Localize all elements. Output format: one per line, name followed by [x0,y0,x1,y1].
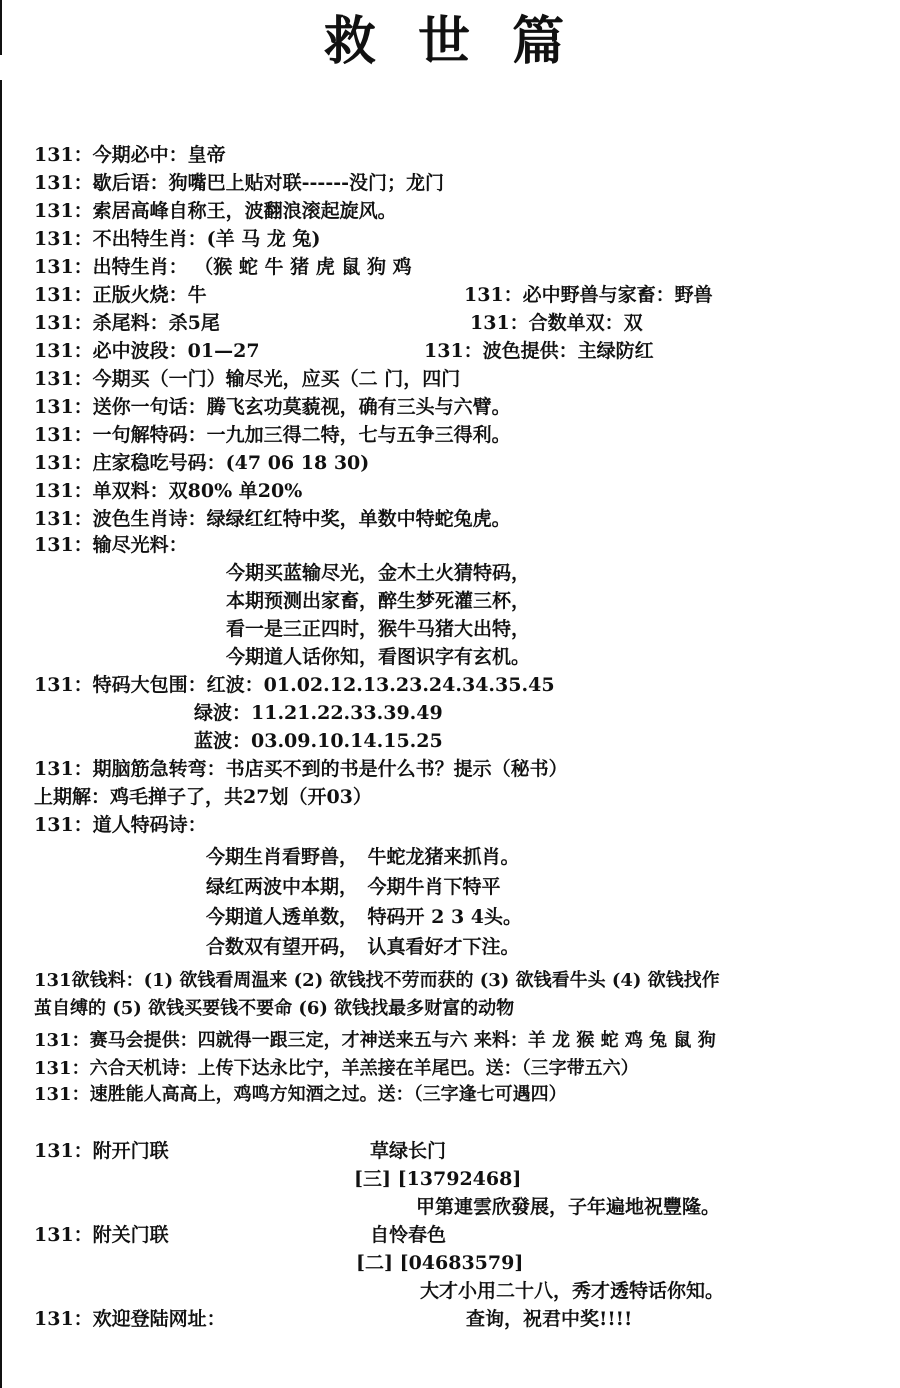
poem-line: 今期买蓝输尽光，金木土火猜特码， [226,562,531,584]
line-want-money: 131欲钱料：(1) 欲钱看周温来 (2) 欲钱找不劳而获的 (3) 欲钱看牛头 (4) 欲钱找作 [34,970,720,991]
line-verse: 131：索居高峰自称王，波翻浪滚起旋风。 [34,200,397,222]
line-wave-colour: 131：波色提供：主绿防红 [424,340,654,362]
line-open-couplet-text: 甲第連雲欣發展，子年遍地祝豐隆。 [416,1196,721,1218]
poem-line: 绿红两波中本期， 今期牛肖下特平 [206,876,501,898]
line-brain-teaser: 131：期脑筋急转弯：书店买不到的书是什么书？提示（秘书） [34,758,568,780]
line-kill-tail: 131：杀尾料：杀5尾 [34,312,220,334]
line-close-couplet-title: 自怜春色 [370,1224,447,1246]
line-query-good-luck: 查询，祝君中奖!!!! [466,1308,633,1330]
line-quick-win: 131：速胜能人高高上，鸡鸣方知酒之过。送：（三字逢七可遇四） [34,1084,567,1105]
poem-line: 合数双有望开码， 认真看好才下注。 [206,936,520,958]
line-beast-or-livestock: 131：必中野兽与家畜：野兽 [464,284,713,306]
line-one-sentence-code: 131：一句解特码：一九加三得二特，七与五争三得利。 [34,424,511,446]
line-odd-even: 131：单双料：双80% 单20% [34,480,303,502]
line-gift-sentence: 131：送你一句话：腾飞玄功莫藐视，确有三头与六臂。 [34,396,511,418]
line-excluded-zodiac: 131：不出特生肖：(羊 马 龙 兔) [34,228,321,250]
line-jockey-club: 131：赛马会提供：四就得一跟三定，才神送来五与六 来料：羊 龙 猴 蛇 鸡 兔 鼠 狗 [34,1030,716,1051]
line-open-couplet-title: 草绿长门 [370,1140,447,1162]
line-red-wave: 131：特码大包围：红波：01.02.12.13.23.24.34.35.45 [34,674,555,696]
line-open-couplet-label: 131：附开门联 [34,1140,169,1162]
line-open-couplet-numbers: [三] [13792468] [354,1168,522,1190]
line-taoist-poem-heading: 131：道人特码诗： [34,814,207,836]
line-close-couplet-numbers: [二] [04683579] [356,1252,524,1274]
line-wave-range: 131：必中波段：01—27 [34,340,260,362]
page-title: 救 世 篇 [323,11,577,72]
line-close-couplet-text: 大才小用二十八，秀才透特话你知。 [420,1280,725,1302]
line-close-couplet-label: 131：附关门联 [34,1224,169,1246]
line-wave-zodiac-poem: 131：波色生肖诗：绿绿红红特中奖，单数中特蛇兔虎。 [34,508,511,530]
poem-line: 本期预测出家畜，醉生梦死灌三杯， [226,590,531,612]
line-welcome-site: 131：欢迎登陆网址： [34,1308,226,1330]
line-blue-wave: 蓝波：03.09.10.14.15.25 [194,730,443,752]
line-last-answer: 上期解：鸡毛掸子了，共27划（开03） [34,786,372,808]
line-dealer-numbers: 131：庄家稳吃号码：(47 06 18 30) [34,452,370,474]
line-riddle-saying: 131：歇后语：狗嘴巴上贴对联------没门；龙门 [34,172,444,194]
line-must-win: 131：今期必中：皇帝 [34,144,226,166]
line-green-wave: 绿波：11.21.22.33.39.49 [194,702,443,724]
line-included-zodiac: 131：出特生肖： （猴 蛇 牛 猪 虎 鼠 狗 鸡 [34,256,412,278]
line-want-money-cont: 茧自缚的 (5) 欲钱买要钱不要命 (6) 欲钱找最多财富的动物 [34,998,515,1019]
poem-line: 看一是三正四时，猴牛马猪大出特， [226,618,531,640]
line-liuhe-poem: 131：六合天机诗：上传下达永比宁，羊羔接在羊尾巴。送：（三字带五六） [34,1058,639,1079]
poem-line: 今期道人话你知，看图识字有玄机。 [226,646,531,668]
page-edge-mark [0,80,2,1388]
poem-line: 今期生肖看野兽， 牛蛇龙猪来抓肖。 [206,846,520,868]
line-sum-parity: 131：合数单双：双 [470,312,643,334]
line-genuine-burn: 131：正版火烧：牛 [34,284,207,306]
line-lose-all: 131：今期买（一门）输尽光，应买（二 门，四门 [34,368,461,390]
poem-line: 今期道人透单数， 特码开 2 3 4头。 [206,906,523,928]
line-lose-all-heading: 131：输尽光料： [34,534,188,556]
